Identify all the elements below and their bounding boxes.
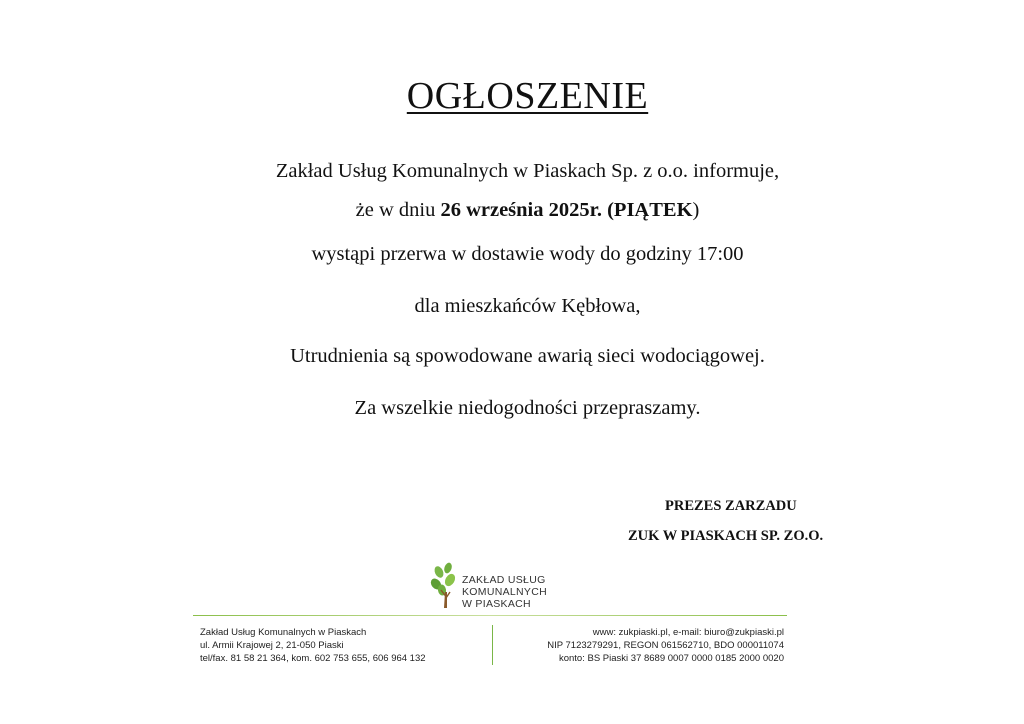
company-logo xyxy=(430,562,600,616)
signature-role: PREZES ZARZADU xyxy=(665,498,797,514)
announcement-line-date xyxy=(0,199,1024,222)
date-prefix: że w dniu xyxy=(355,199,441,221)
logo-line-2: KOMUNALNYCH xyxy=(462,586,547,598)
footer-address xyxy=(200,626,426,665)
footer-column-separator xyxy=(492,625,493,665)
announcement-line-residents: dla mieszkańców Kębłowa, xyxy=(414,295,641,317)
announcement-line-outage: wystąpi przerwa w dostawie wody do godziny 17:00 xyxy=(311,243,744,265)
announcement-line-company: Zakład Usług Komunalnych w Piaskach Sp. z o.o. informuje, xyxy=(275,160,780,182)
tree-logo-icon xyxy=(430,562,460,610)
logo-wordmark xyxy=(462,574,547,610)
footer-bank-account: konto: BS Piaski 37 8689 0007 0000 0185 2000 0020 xyxy=(558,653,784,664)
footer-web-email: www: zukpiaski.pl, e-mail: biuro@zukpiaski.pl xyxy=(592,627,784,638)
footer-contact xyxy=(547,626,784,665)
date-highlight: 26 września 2025r. (PIĄTEK xyxy=(440,199,693,221)
signature-company: ZUK W PIASKACH SP. ZO.O. xyxy=(628,528,824,544)
date-suffix: ) xyxy=(692,199,700,221)
footer-divider-line xyxy=(193,615,787,616)
announcement-line-apology: Za wszelkie niedogodności przepraszamy. xyxy=(354,397,701,419)
logo-line-3: W PIASKACH xyxy=(462,598,531,610)
footer-tax-ids: NIP 7123279291, REGON 061562710, BDO 000011074 xyxy=(547,640,784,651)
logo-line-1: ZAKŁAD USŁUG xyxy=(462,574,546,586)
announcement-line-cause: Utrudnienia są spowodowane awarią sieci wodociągowej. xyxy=(290,345,765,367)
footer-street: ul. Armii Krajowej 2, 21-050 Piaski xyxy=(200,640,344,651)
announcement-title: OGŁOSZENIE xyxy=(406,75,649,117)
footer-company-name: Zakład Usług Komunalnych w Piaskach xyxy=(200,627,367,638)
footer-phone: tel/fax. 81 58 21 364, kom. 602 753 655, 606 964 132 xyxy=(200,653,426,664)
